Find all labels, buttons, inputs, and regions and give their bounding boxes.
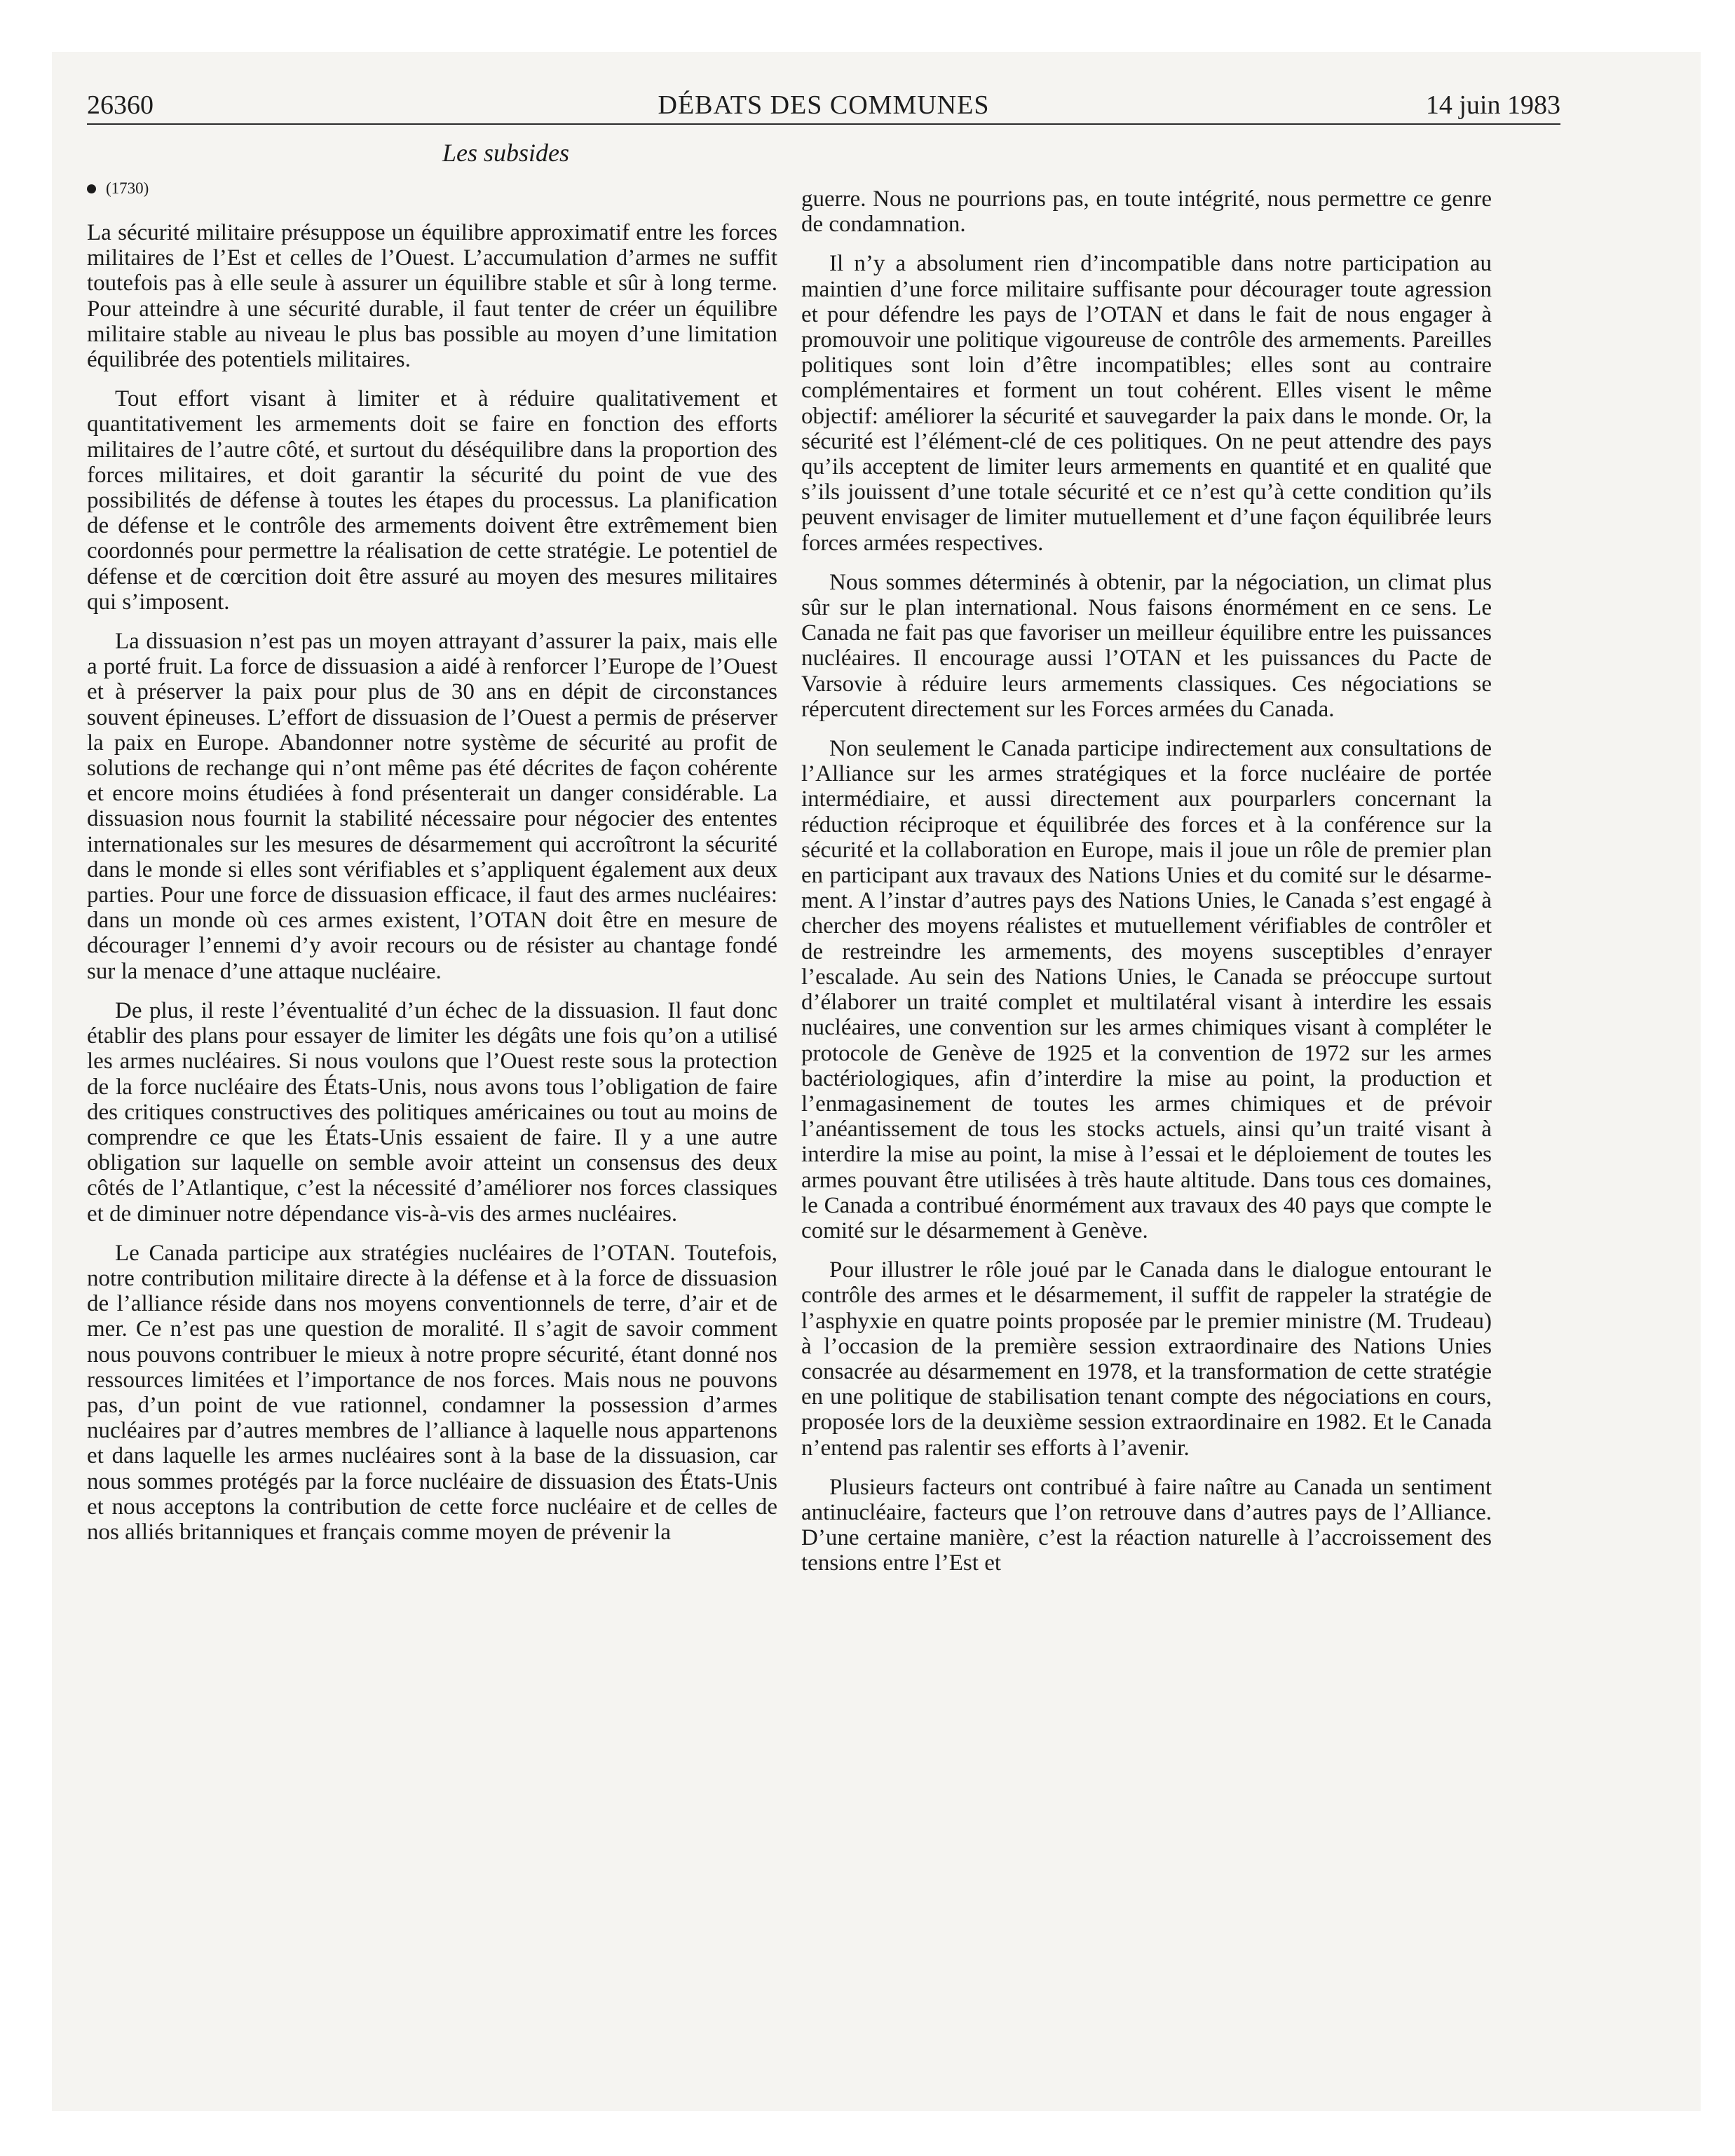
paragraph: De plus, il reste l’éventualité d’un échec de la dissuasion. Il faut donc établir des plans pour essayer de limiter les dégâts une fois qu’on a utilisé les armes nucléaires. Si nous voulons que l’Ouest reste sous la protection de la force nucléaire des États-Unis, nous avons tous l’obligation de faire des critiques constructives des politiques américaines ou tout au moins de comprendre ce que les États-Unis essaient de faire. Il y a une autre obligation sur laquelle on semble avoir atteint un consensus des deux côtés de l’Atlantique, c’est la nécessité d’améliorer nos forces classiques et de diminuer notre dépendance vis-à-vis des armes nucléaires. — [87, 997, 777, 1227]
left-column — [87, 137, 777, 1559]
time-marker — [87, 178, 777, 199]
paragraph: La dissuasion n’est pas un moyen attrayant d’assurer la paix, mais elle a porté fruit. La force de dissuasion a aidé à renforcer l’Europe de l’Ouest et à préserver la paix pour plus de 30 ans en dépit de circonstances souvent épineuses. L’effort de dissuasion de l’Ouest a permis de préserver la paix en Europe. Abandonner notre système de sécurité au profit de solutions de rechange qui n’ont même pas été décrites de façon cohérente et encore moins étudiées à fond présenterait un danger considérable. La dissuasion nous fournit la stabilité nécessaire pour négocier des ententes internationales sur les mesures de désarmement qui accroîtront la sécurité dans le monde si elles sont vérifiables et s’appliquent également aux deux parties. Pour une force de dissuasion efficace, il faut des armes nucléaires: dans un monde où ces armes existent, l’OTAN doit être en mesure de décourager l’ennemi d’y avoir recours ou de résister au chantage fondé sur la menace d’une attaque nucléaire. — [87, 629, 777, 984]
page-date: 14 juin 1983 — [1425, 90, 1560, 120]
paragraph: Le Canada participe aux stratégies nucléaires de l’OTAN. Toutefois, notre contribution militaire directe à la défense et à la force de dissuasion de l’alliance réside dans nos moyens conventionnels de terre, d’air et de mer. Ce n’est pas une question de moralité. Il s’agit de savoir comment nous pouvons contribuer le mieux à notre propre sécurité, étant donné nos ressources limitées et l’importance de nos forces. Mais nous ne pouvons pas, d’un point de vue rationnel, condamner la possession d’armes nucléaires par d’autres membres de l’alliance à laquelle nous appartenons et dans laquelle les armes nucléaires sont à la base de la dissuasion, car nous sommes protégés par la force nucléaire de dissuasion des États-Unis et nous acceptons la contribution de cette force nucléaire et de celles de nos alliés britanniques et français comme moyen de prévenir la — [87, 1240, 777, 1545]
paragraph: La sécurité militaire présuppose un équilibre approximatif entre les forces militaires de l’Est et celles de l’Ouest. L’accumulation d’armes ne suffit toutefois pas à elle seule à assurer un équilibre stable et sûr à long terme. Pour atteindre à une sécurité durable, il faut tenter de créer un équilibre militaire stable au niveau le plus bas possible au moyen d’une limitation équilibrée des potentiels militaires. — [87, 220, 777, 373]
paragraph: Non seulement le Canada participe indirectement aux consultations de l’Alliance sur les armes stratégiques et la force nucléaire de portée intermédiaire, et aussi directement aux pourparlers concernant la réduction réciproque et équilibrée des forces et à la conférence sur la sécurité et la collaboration en Europe, mais il joue un rôle de premier plan en participant aux travaux des Nations Unies et du comité sur le désarmement. A l’instar d’autres pays des Nations Unies, le Canada s’est engagé à chercher des moyens réalistes et mutuellement vérifiables de contrôler et de restreindre les armements, des moyens susceptibles d’enrayer l’escalade. Au sein des Nations Unies, le Canada se préoccupe surtout d’élaborer un traité complet et multilatéral visant à interdire les essais nucléaires, une convention sur les armes chimiques visant à compléter le protocole de Genève de 1925 et la convention de 1972 sur les armes bactériologiques, afin d’interdire la mise au point, la production et l’enmagasinement de toutes les armes chimiques et de prévoir l’anéantissement de tous les stocks actuels, ainsi qu’un traité visant à interdire la mise au point, la mise à l’essai et le déploiement de toutes les armes pouvant être utilisées à très haute altitude. Dans tous ces domaines, le Canada a contribué énormément aux travaux des 40 pays que compte le comité sur le désarmement à Genève. — [801, 736, 1492, 1243]
page-number: 26360 — [87, 90, 154, 120]
header-rule — [87, 123, 1560, 125]
paragraph: guerre. Nous ne pourrions pas, en toute intégrité, nous permettre ce genre de condamnation. — [801, 186, 1492, 238]
paragraph: Plusieurs facteurs ont contribué à faire naître au Canada un sentiment antinucléaire, facteurs que l’on retrouve dans d’autres pays de l’Alliance. D’une certaine manière, c’est la réaction naturelle à l’accroissement des tensions entre l’Est et — [801, 1474, 1492, 1576]
section-title: Les subsides — [442, 139, 570, 167]
paragraph: Nous sommes déterminés à obtenir, par la négociation, un climat plus sûr sur le plan international. Nous faisons énormément en ce sens. Le Canada ne fait pas que favoriser un meilleur équilibre entre les puissances nucléaires. Il encourage aussi l’OTAN et les puissances du Pacte de Varsovie à réduire leurs armements classiques. Ces négociations se répercutent directement sur les Forces armées du Canada. — [801, 569, 1492, 722]
time-marker-text: (1730) — [106, 179, 149, 197]
paragraph: Pour illustrer le rôle joué par le Canada dans le dialogue entourant le contrôle des armes et le désarmement, il suffit de rappeler la stratégie de l’asphyxie en quatre points proposée par le premier ministre (M. Trudeau) à l’occasion de la première session extraordinaire des Nations Unies consacrée au désarmement en 1978, et la transformation de cette stratégie en une politique de stabilisation tenant compte des négociations en cours, proposée lors de la deuxième session extraordinaire en 1982. Et le Canada n’entend pas ralentir ses efforts à l’avenir. — [801, 1257, 1492, 1461]
bullet-icon — [87, 184, 96, 193]
right-column — [801, 186, 1492, 1590]
page-header — [87, 87, 1560, 123]
paragraph: Il n’y a absolument rien d’incompatible dans notre participation au maintien d’une force militaire suffisante pour décourager toute agression et pour défendre les pays de l’OTAN et dans le fait de nous engager à promouvoir une politique vigoureuse de contrôle des armements. Pareilles politiques sont loin d’être incompatibles; elles sont au contraire complémentaires et forment un tout cohérent. Elles visent le même objectif: améliorer la sécurité et sauvegarder la paix dans le monde. Or, la sécurité est l’élément-clé de ces politiques. On ne peut attendre des pays qu’ils acceptent de limiter leurs armements en quantité et en qualité que s’ils jouissent d’une totale sécurité et ce n’est qu’à cette condition qu’ils peuvent envisager de limiter mutuellement et d’une façon équilibrée leurs forces armées respectives. — [801, 251, 1492, 556]
paragraph: Tout effort visant à limiter et à réduire qualitativement et quantitativement les armements doit se faire en fonction des efforts militaires de l’autre côté, et surtout du déséquilibre dans la proportion des forces militaires, et doit garantir la sécurité du point de vue des possibilités de défense à toutes les étapes du processus. La planification de défense et le contrôle des armements doivent être extrêmement bien coordonnés pour permettre la réalisation de cette stratégie. Le potentiel de défense et de cœrcition doit être assuré au moyen des mesures militaires qui s’imposent. — [87, 386, 777, 615]
publication-title: DÉBATS DES COMMUNES — [658, 90, 990, 120]
